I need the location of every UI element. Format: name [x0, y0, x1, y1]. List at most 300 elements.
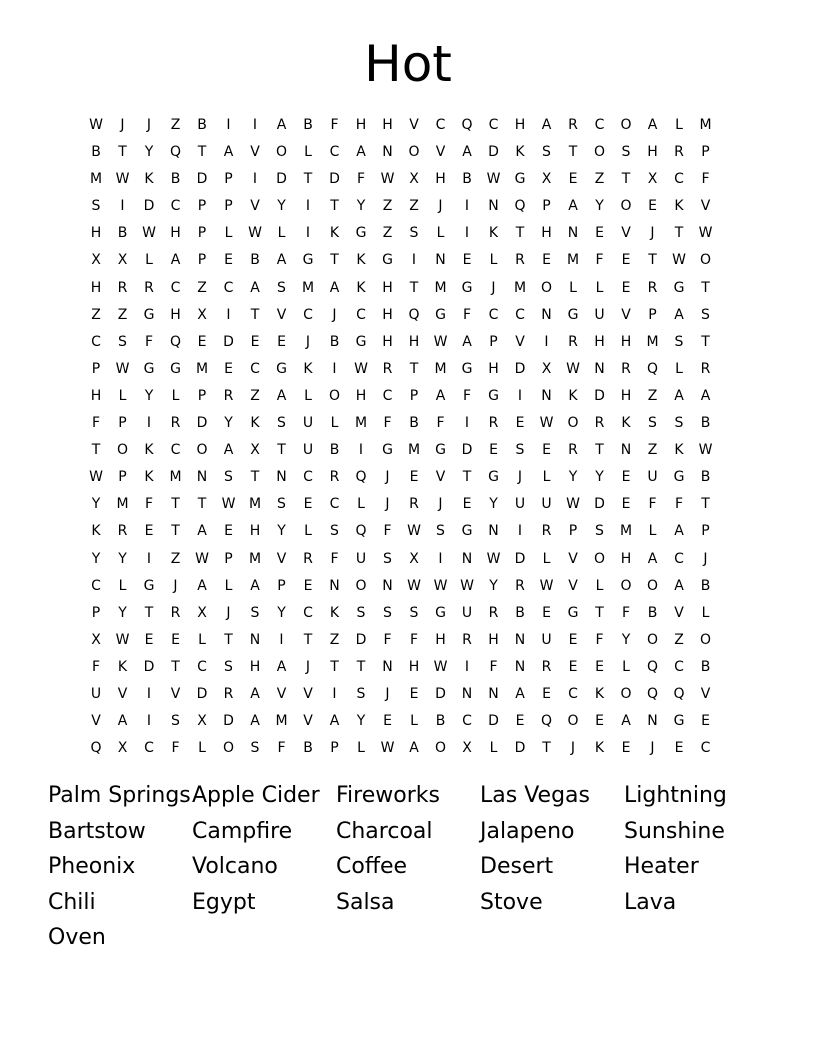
word-list-item: Lava: [624, 889, 677, 915]
grid-letter: T: [462, 469, 472, 486]
word-list-item: Las Vegas: [480, 783, 590, 808]
word-list-item: Salsa: [336, 889, 395, 915]
grid-letter: W: [195, 550, 209, 567]
grid-letter: Z: [170, 117, 181, 133]
grid-letter: R: [223, 387, 234, 404]
grid-letter: I: [517, 387, 523, 404]
grid-letter: U: [355, 550, 367, 567]
grid-letter: F: [91, 415, 101, 432]
grid-letter: G: [673, 713, 685, 730]
grid-letter: G: [382, 442, 393, 459]
grid-letter: A: [647, 117, 658, 133]
grid-letter: H: [541, 225, 552, 242]
grid-letter: M: [195, 360, 209, 377]
grid-letter: L: [675, 360, 683, 377]
grid-letter: O: [646, 631, 659, 648]
grid-letter: N: [461, 550, 473, 567]
grid-letter: S: [118, 333, 127, 350]
grid-letter: L: [118, 577, 127, 594]
grid-letter: J: [305, 333, 311, 350]
grid-letter: T: [91, 442, 101, 459]
grid-letter: T: [330, 252, 339, 269]
grid-letter: W: [407, 577, 421, 594]
grid-letter: X: [409, 550, 419, 567]
grid-letter: I: [464, 415, 470, 432]
grid-letter: T: [118, 144, 127, 161]
grid-letter: R: [568, 333, 578, 350]
grid-letter: E: [144, 523, 154, 540]
grid-letter: H: [435, 631, 446, 648]
grid-letter: R: [170, 415, 181, 432]
grid-letter: F: [356, 171, 366, 188]
grid-letter: E: [515, 713, 525, 730]
grid-letter: O: [116, 442, 129, 459]
grid-letter: S: [701, 306, 710, 323]
grid-letter: E: [621, 496, 631, 513]
grid-letter: R: [488, 604, 499, 621]
grid-letter: N: [276, 469, 287, 486]
grid-letter: C: [674, 658, 684, 675]
grid-letter: D: [196, 171, 208, 188]
grid-letter: V: [117, 685, 128, 702]
grid-letter: Y: [224, 415, 233, 432]
grid-letter: E: [303, 496, 313, 513]
grid-letter: A: [674, 523, 684, 540]
grid-letter: T: [595, 442, 604, 459]
grid-letter: C: [91, 333, 101, 350]
grid-letter: U: [541, 631, 552, 648]
grid-letter: C: [594, 117, 605, 133]
grid-letter: P: [330, 740, 339, 757]
grid-letter: X: [409, 171, 419, 188]
grid-letter: T: [171, 658, 180, 675]
grid-letter: I: [305, 198, 311, 215]
grid-letter: A: [674, 306, 684, 323]
grid-letter: O: [222, 740, 235, 757]
grid-letter: G: [488, 387, 499, 404]
grid-letter: I: [464, 658, 470, 675]
grid-letter: A: [356, 144, 366, 161]
grid-letter: V: [170, 685, 181, 702]
grid-letter: R: [568, 442, 578, 459]
grid-letter: L: [569, 279, 577, 296]
grid-letter: L: [118, 387, 127, 404]
grid-letter: F: [595, 631, 604, 648]
grid-letter: R: [647, 279, 658, 296]
word-list-item: Campfire: [192, 818, 293, 844]
grid-letter: D: [594, 387, 605, 404]
grid-letter: Q: [90, 740, 102, 757]
grid-letter: N: [594, 360, 605, 377]
grid-letter: Z: [91, 306, 101, 323]
word-list-item: Jalapeno: [480, 818, 575, 844]
grid-letter: E: [595, 225, 604, 242]
grid-letter: L: [304, 387, 312, 404]
grid-letter: Z: [594, 171, 605, 188]
grid-letter: D: [196, 685, 208, 702]
grid-letter: I: [305, 225, 311, 242]
grid-letter: Y: [118, 550, 127, 567]
grid-letter: W: [433, 333, 448, 350]
grid-letter: B: [91, 144, 101, 161]
grid-letter: U: [461, 604, 473, 621]
grid-letter: M: [434, 360, 447, 377]
grid-letter: S: [542, 144, 551, 161]
grid-letter: D: [355, 631, 367, 648]
grid-letter: O: [593, 144, 606, 161]
grid-letter: N: [461, 685, 473, 702]
grid-letter: J: [332, 306, 337, 323]
grid-letter: H: [620, 387, 632, 404]
grid-letter: X: [250, 442, 260, 459]
word-list-item: Lightning: [624, 783, 727, 808]
grid-letter: O: [540, 279, 553, 296]
puzzle-title: Hot: [364, 35, 452, 93]
grid-letter: P: [701, 523, 710, 540]
grid-letter: N: [249, 631, 261, 648]
grid-letter: Z: [674, 631, 684, 648]
grid-letter: R: [568, 117, 578, 133]
grid-letter: W: [407, 523, 421, 540]
grid-letter: Z: [250, 387, 260, 404]
grid-letter: M: [434, 279, 447, 296]
grid-letter: N: [382, 144, 393, 161]
grid-letter: N: [514, 658, 526, 675]
grid-letter: O: [620, 577, 632, 594]
grid-letter: N: [382, 658, 393, 675]
grid-letter: A: [223, 144, 234, 161]
grid-letter: S: [224, 658, 233, 675]
grid-letter: F: [462, 387, 472, 404]
grid-letter: D: [143, 198, 155, 215]
grid-letter: M: [619, 523, 633, 540]
grid-letter: E: [224, 252, 233, 269]
grid-letter: M: [354, 415, 368, 432]
grid-letter: F: [330, 550, 339, 567]
grid-letter: K: [594, 685, 605, 702]
word-list-item: Volcano: [192, 854, 278, 880]
grid-letter: E: [621, 279, 631, 296]
grid-letter: B: [409, 415, 419, 432]
grid-letter: U: [90, 685, 102, 702]
grid-letter: S: [356, 604, 366, 621]
grid-letter: P: [224, 198, 233, 215]
grid-letter: Y: [356, 713, 366, 730]
grid-letter: W: [486, 171, 501, 188]
grid-letter: S: [224, 469, 233, 486]
grid-letter: R: [117, 523, 128, 540]
grid-letter: B: [515, 604, 525, 621]
grid-letter: D: [514, 550, 526, 567]
grid-letter: N: [488, 685, 499, 702]
grid-letter: A: [170, 252, 181, 269]
grid-letter: T: [568, 144, 578, 161]
grid-letter: K: [674, 198, 684, 215]
grid-letter: E: [568, 631, 578, 648]
grid-letter: X: [91, 631, 101, 648]
word-list-item: Charcoal: [336, 818, 433, 844]
grid-letter: X: [197, 604, 207, 621]
grid-letter: O: [196, 442, 208, 459]
grid-letter: G: [461, 360, 473, 377]
grid-letter: V: [303, 685, 313, 702]
grid-letter: J: [146, 117, 152, 133]
grid-letter: L: [304, 144, 312, 161]
grid-letter: S: [330, 523, 339, 540]
grid-letter: G: [276, 360, 287, 377]
grid-letter: A: [276, 658, 287, 675]
grid-letter: Q: [355, 469, 367, 486]
grid-letter: G: [488, 469, 499, 486]
grid-letter: H: [90, 225, 102, 242]
grid-letter: D: [276, 171, 287, 188]
grid-letter: E: [197, 333, 207, 350]
grid-letter: U: [647, 469, 658, 486]
grid-letter: E: [674, 740, 684, 757]
grid-letter: B: [197, 117, 207, 133]
grid-letter: P: [568, 523, 578, 540]
word-list-item: Coffee: [336, 854, 408, 880]
grid-letter: H: [620, 333, 632, 350]
grid-letter: X: [541, 360, 552, 377]
grid-letter: I: [544, 333, 549, 350]
grid-letter: A: [117, 713, 128, 730]
grid-letter: N: [488, 198, 499, 215]
grid-letter: B: [250, 252, 260, 269]
grid-letter: A: [462, 333, 472, 350]
grid-letter: E: [595, 658, 604, 675]
grid-letter: H: [488, 360, 499, 377]
grid-letter: S: [383, 604, 392, 621]
grid-letter: G: [435, 604, 446, 621]
grid-letter: J: [650, 225, 655, 242]
grid-letter: C: [382, 387, 393, 404]
grid-letter: W: [433, 658, 448, 675]
grid-letter: L: [542, 550, 551, 567]
grid-letter: F: [436, 415, 445, 432]
grid-letter: B: [700, 415, 711, 432]
grid-letter: Y: [277, 604, 286, 621]
grid-letter: P: [489, 333, 498, 350]
grid-letter: I: [438, 550, 443, 567]
grid-letter: V: [515, 333, 525, 350]
grid-letter: L: [622, 658, 630, 675]
grid-letter: F: [144, 333, 154, 350]
grid-letter: C: [303, 306, 313, 323]
grid-letter: V: [276, 306, 287, 323]
grid-letter: C: [700, 740, 711, 757]
grid-letter: O: [408, 144, 420, 161]
grid-letter: I: [517, 523, 523, 540]
grid-letter: X: [117, 252, 128, 269]
grid-letter: R: [488, 415, 499, 432]
grid-letter: U: [302, 442, 314, 459]
grid-letter: G: [143, 360, 155, 377]
grid-letter: G: [461, 523, 473, 540]
word-list-item: Pheonix: [48, 854, 136, 880]
grid-letter: S: [674, 333, 684, 350]
grid-letter: Y: [595, 469, 604, 486]
grid-letter: K: [117, 658, 128, 675]
grid-letter: W: [460, 577, 474, 594]
grid-letter: Y: [144, 387, 154, 404]
grid-letter: W: [221, 496, 236, 513]
grid-letter: K: [329, 225, 340, 242]
grid-letter: B: [462, 171, 472, 188]
grid-letter: M: [513, 279, 527, 296]
grid-letter: M: [699, 117, 712, 133]
grid-letter: Q: [540, 713, 553, 730]
grid-letter: P: [197, 387, 207, 404]
grid-letter: H: [647, 144, 658, 161]
grid-letter: L: [224, 225, 233, 242]
grid-letter: E: [409, 469, 419, 486]
grid-letter: G: [567, 604, 579, 621]
grid-letter: I: [146, 713, 152, 730]
grid-letter: F: [144, 496, 154, 513]
grid-letter: K: [144, 469, 154, 486]
grid-letter: L: [357, 496, 365, 513]
grid-letter: C: [250, 360, 260, 377]
grid-letter: C: [674, 550, 684, 567]
grid-letter: H: [170, 306, 181, 323]
grid-letter: H: [382, 117, 393, 133]
grid-letter: G: [435, 442, 446, 459]
grid-letter: X: [462, 740, 472, 757]
grid-letter: N: [329, 577, 340, 594]
grid-letter: F: [383, 523, 392, 540]
grid-letter: O: [620, 198, 632, 215]
grid-letter: S: [277, 496, 286, 513]
grid-letter: Z: [117, 306, 128, 323]
grid-letter: E: [277, 333, 286, 350]
grid-letter: T: [701, 333, 710, 350]
grid-letter: N: [382, 577, 393, 594]
grid-letter: M: [646, 333, 659, 350]
grid-letter: P: [542, 198, 551, 215]
grid-letter: G: [382, 252, 393, 269]
grid-letter: A: [197, 523, 207, 540]
grid-letter: G: [673, 469, 685, 486]
grid-letter: K: [144, 171, 154, 188]
grid-letter: B: [303, 740, 313, 757]
grid-letter: A: [568, 198, 578, 215]
grid-letter: N: [514, 631, 526, 648]
grid-letter: Y: [91, 496, 101, 513]
grid-letter: G: [355, 225, 367, 242]
grid-letter: N: [196, 469, 208, 486]
grid-letter: U: [514, 496, 526, 513]
grid-letter: D: [223, 713, 234, 730]
grid-letter: V: [435, 469, 446, 486]
grid-letter: Q: [169, 144, 182, 161]
grid-letter: X: [197, 306, 207, 323]
grid-letter: H: [435, 171, 446, 188]
grid-letter: P: [197, 198, 207, 215]
grid-letter: H: [382, 306, 393, 323]
grid-letter: O: [699, 631, 712, 648]
grid-letter: R: [541, 658, 552, 675]
grid-letter: B: [435, 713, 446, 730]
grid-letter: H: [620, 550, 632, 567]
grid-letter: G: [673, 279, 685, 296]
grid-letter: K: [329, 604, 340, 621]
grid-letter: R: [303, 550, 313, 567]
grid-letter: C: [488, 117, 499, 133]
grid-letter: J: [650, 740, 655, 757]
word-list-item: Stove: [480, 889, 543, 915]
grid-letter: K: [568, 387, 578, 404]
grid-letter: Y: [144, 144, 154, 161]
grid-letter: F: [648, 496, 657, 513]
grid-letter: C: [170, 279, 181, 296]
grid-letter: Q: [673, 685, 685, 702]
grid-letter: T: [674, 225, 684, 242]
grid-letter: J: [438, 496, 443, 513]
grid-letter: C: [144, 740, 154, 757]
grid-letter: O: [275, 144, 288, 161]
grid-letter: K: [303, 360, 313, 377]
grid-letter: Y: [595, 198, 604, 215]
grid-letter: Y: [277, 198, 286, 215]
grid-letter: A: [462, 144, 472, 161]
grid-letter: T: [197, 496, 207, 513]
grid-letter: L: [171, 387, 180, 404]
grid-letter: N: [647, 713, 658, 730]
grid-letter: W: [698, 442, 713, 459]
grid-letter: U: [541, 496, 552, 513]
grid-letter: A: [250, 713, 260, 730]
grid-letter: A: [621, 713, 631, 730]
grid-letter: R: [515, 577, 525, 594]
grid-letter: S: [171, 713, 180, 730]
letter-grid: [84, 112, 720, 762]
grid-letter: V: [91, 713, 101, 730]
grid-letter: K: [91, 523, 101, 540]
grid-letter: O: [593, 550, 606, 567]
grid-letter: T: [701, 496, 710, 513]
word-list: [48, 779, 768, 957]
grid-letter: K: [488, 225, 499, 242]
grid-letter: F: [171, 740, 180, 757]
grid-letter: Q: [646, 685, 659, 702]
word-list-item: Desert: [480, 854, 554, 880]
grid-letter: A: [276, 117, 287, 133]
grid-letter: F: [595, 252, 604, 269]
grid-letter: E: [383, 713, 392, 730]
grid-letter: K: [356, 279, 366, 296]
grid-letter: Q: [461, 117, 473, 133]
grid-letter: O: [567, 415, 579, 432]
grid-letter: A: [409, 740, 419, 757]
grid-letter: Y: [118, 604, 127, 621]
grid-letter: P: [224, 171, 233, 188]
grid-letter: V: [568, 577, 578, 594]
grid-letter: C: [91, 577, 101, 594]
grid-letter: S: [595, 523, 604, 540]
grid-letter: O: [699, 252, 712, 269]
grid-letter: A: [250, 577, 260, 594]
grid-letter: W: [433, 577, 448, 594]
grid-letter: I: [332, 685, 337, 702]
grid-letter: O: [434, 740, 447, 757]
grid-letter: T: [303, 631, 313, 648]
grid-letter: R: [223, 685, 234, 702]
grid-letter: P: [224, 550, 233, 567]
grid-letter: C: [462, 713, 472, 730]
grid-letter: E: [621, 252, 631, 269]
grid-letter: Z: [409, 198, 419, 215]
